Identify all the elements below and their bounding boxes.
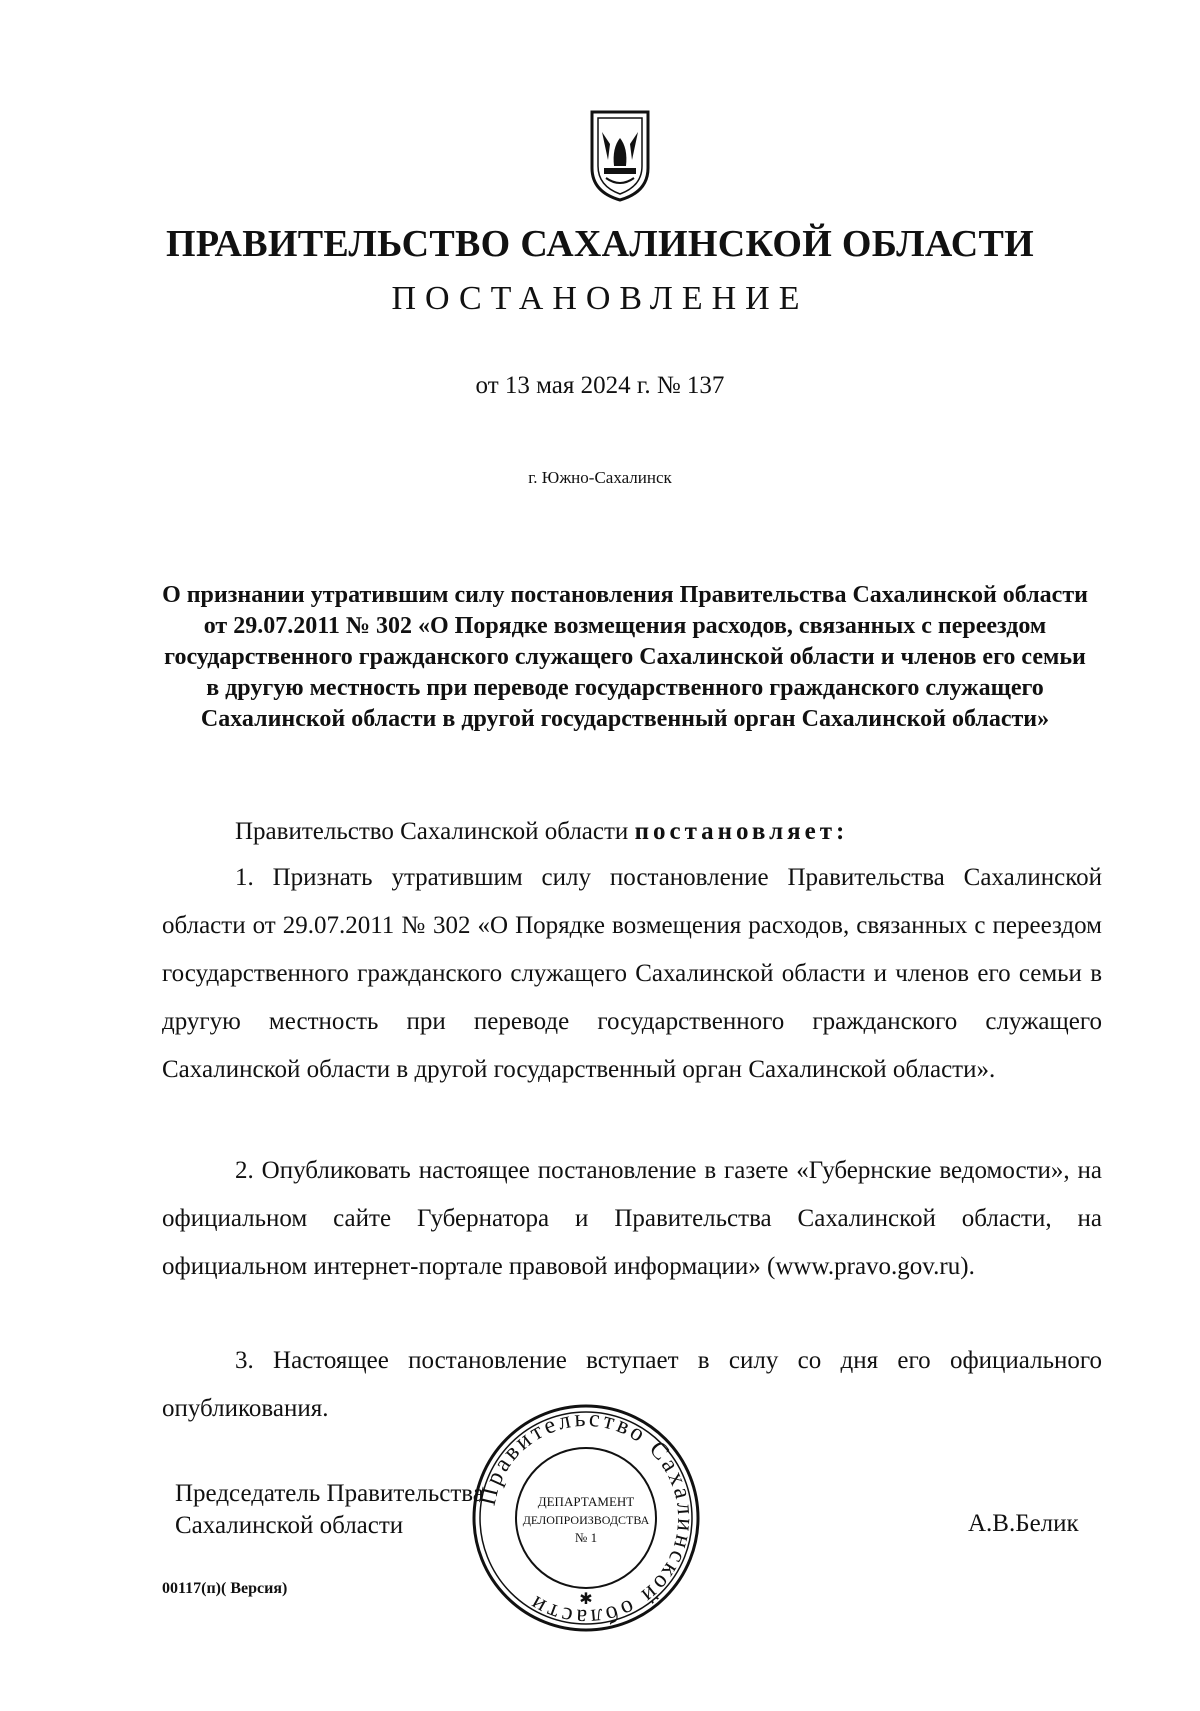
paragraph-2-text: 2. Опубликовать настоящее постановление в газете «Губернские ведомости», на официальном сайте Губернатора и Правительства Сахалинской области, на официальном интернет-портале правовой информации» (www.pravo.gov.ru). [162, 1157, 1102, 1280]
stamp-star-icon: ✱ [579, 1589, 593, 1608]
signer-name: А.В.Белик [968, 1510, 1079, 1537]
document-code: 00117(п)( Версия) [162, 1580, 288, 1597]
paragraph-3-text: 3. Настоящее постановление вступает в силу со дня его официального опубликования. [162, 1347, 1102, 1422]
paragraph-1-text: 1. Признать утратившим силу постановление Правительства Сахалинской области от 29.07.2011 № 302 «О Порядке возмещения расходов, связанных с переездом государственного гражданского служащего Сахалинской области и членов его семьи в другую местность при переводе государственного гражданского служащего Сахалинской области в другой государственный орган Сахалинской области». [162, 864, 1102, 1083]
stamp-outer-text: Правительство Сахалинской области [474, 1405, 699, 1631]
document-date-number: от 13 мая 2024 г. № 137 [475, 372, 725, 399]
stamp-line-3: № 1 [574, 1530, 598, 1545]
document-subject: О признании утратившим силу постановления Правительства Сахалинской области от 29.07.2011 № 302 «О Порядке возмещения расходов, связанных с переездом государственного гражданского служащего Сахалинской области и членов его семьи в другую местность при переводе государственного гражданского служащего Сахалинской области в другой государственный орган Сахалинской области» [162, 582, 1088, 732]
signer-title-line-2: Сахалинской области [175, 1512, 404, 1539]
intro-verb: постановляет: [634, 818, 849, 845]
document-place: г. Южно-Сахалинск [528, 468, 672, 487]
stamp-line-1: ДЕПАРТАМЕНТ [537, 1494, 635, 1509]
official-stamp [470, 1402, 702, 1634]
coat-of-arms-icon [588, 108, 652, 204]
signer-title-line-1: Председатель Правительства [175, 1480, 484, 1507]
intro-paragraph [162, 808, 1102, 856]
stamp-line-2: ДЕЛОПРОИЗВОДСТВА [522, 1513, 650, 1527]
paragraph-2 [162, 1147, 1102, 1291]
government-title: ПРАВИТЕЛЬСТВО САХАЛИНСКОЙ ОБЛАСТИ [166, 223, 1034, 265]
signer-title [175, 1478, 484, 1542]
document-type: ПОСТАНОВЛЕНИЕ [391, 280, 809, 317]
paragraph-1 [162, 854, 1102, 1094]
intro-prefix: Правительство Сахалинской области [235, 818, 635, 845]
